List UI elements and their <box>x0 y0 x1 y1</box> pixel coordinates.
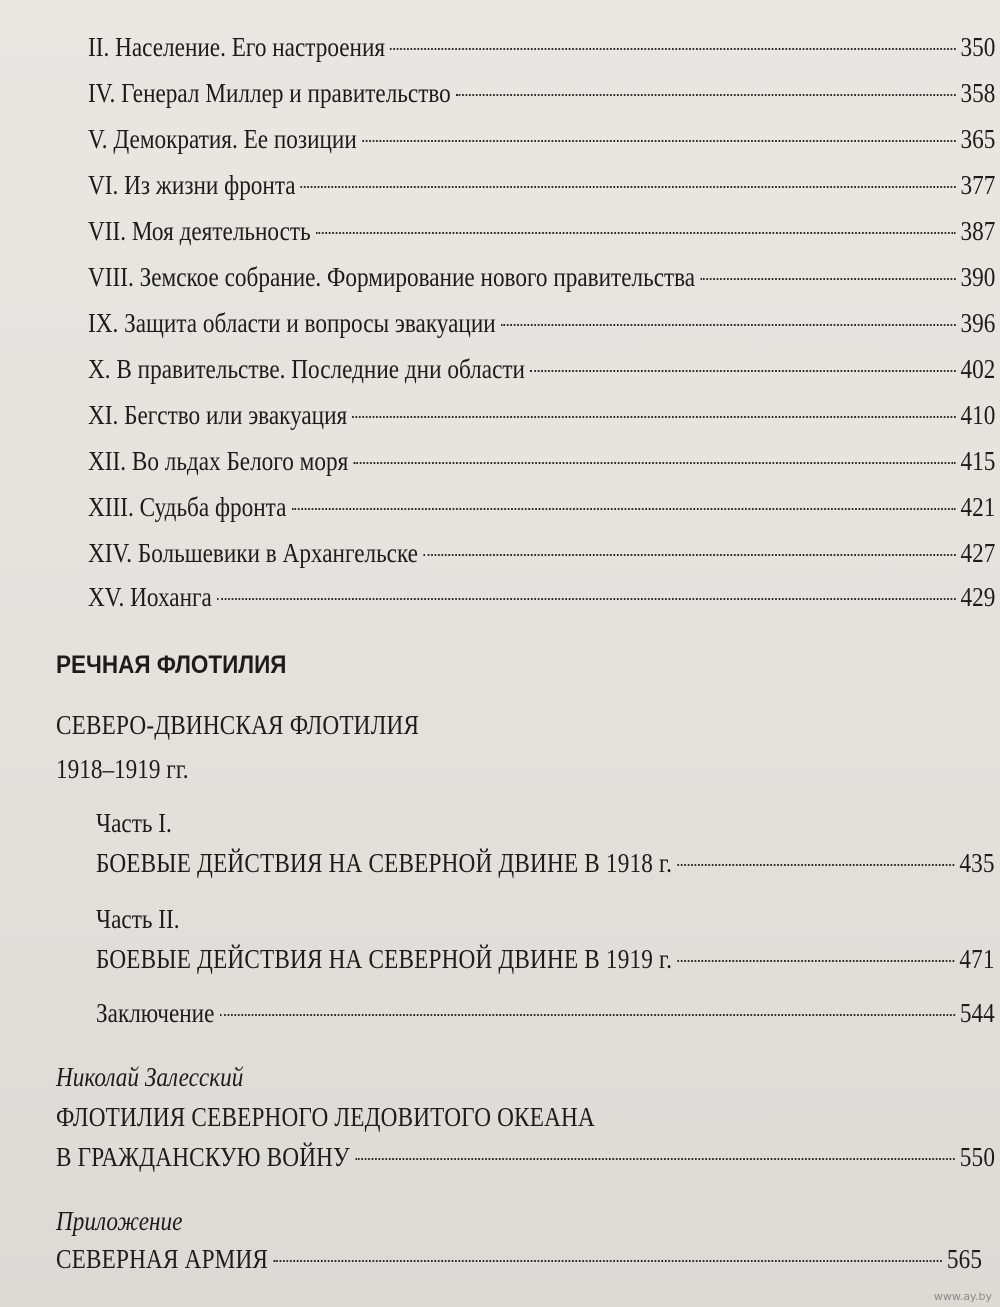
toc-entry <box>96 996 995 1030</box>
dot-leader <box>352 416 955 418</box>
toc-entry <box>88 30 995 64</box>
toc-entry-title: XIV. Большевики в Архангельске <box>88 538 418 568</box>
toc-entry-title: X. В правительстве. Последние дни области <box>88 354 525 384</box>
dot-leader <box>390 48 955 50</box>
watermark: www.ay.by <box>933 1290 992 1303</box>
toc-entry-title: V. Демократия. Ее позиции <box>88 124 357 154</box>
dot-leader <box>677 864 954 866</box>
toc-entry-title: Заключение <box>96 998 215 1028</box>
toc-entry <box>88 444 995 478</box>
dot-leader <box>700 278 955 280</box>
toc-entry-page: 350 <box>960 32 996 62</box>
dot-leader <box>292 508 956 510</box>
toc-entry-page: 565 <box>946 1244 983 1274</box>
toc-entry-page: 410 <box>960 400 996 430</box>
toc-entry <box>88 398 995 432</box>
toc-entry <box>56 1140 995 1174</box>
toc-entry-title: VI. Из жизни фронта <box>88 170 296 200</box>
author-name: Николай Залесский <box>56 1062 244 1092</box>
toc-entry-page: 427 <box>960 538 996 568</box>
toc-entry-title: IX. Защита области и вопросы эвакуации <box>88 308 496 338</box>
toc-entry <box>56 1242 982 1276</box>
toc-entry-title: В ГРАЖДАНСКУЮ ВОЙНУ <box>56 1142 350 1172</box>
toc-entry-title: XV. Иоханга <box>88 582 212 612</box>
dot-leader <box>301 186 956 188</box>
dot-leader <box>362 140 955 142</box>
toc-entry-page: 377 <box>960 170 996 200</box>
toc-entry <box>88 580 995 614</box>
dot-leader <box>273 1260 941 1262</box>
toc-entry <box>96 846 995 880</box>
dot-leader <box>217 598 955 600</box>
dot-leader <box>316 232 955 234</box>
toc-entry-title: VIII. Земское собрание. Формирование нового правительства <box>88 262 696 292</box>
toc-entry <box>88 122 995 156</box>
toc-entry-page: 544 <box>959 998 995 1028</box>
toc-entry-page: 365 <box>960 124 996 154</box>
dot-leader <box>530 370 955 372</box>
toc-entry <box>88 76 995 110</box>
toc-entry <box>88 260 995 294</box>
appendix-label: Приложение <box>56 1206 183 1236</box>
work-title-line1: ФЛОТИЛИЯ СЕВЕРНОГО ЛЕДОВИТОГО ОКЕАНА <box>56 1102 595 1132</box>
dot-leader <box>353 462 955 464</box>
toc-entry-page: 415 <box>960 446 996 476</box>
toc-entry-title: XI. Бегство или эвакуация <box>88 400 348 430</box>
dot-leader <box>456 94 955 96</box>
dot-leader <box>501 324 955 326</box>
toc-entry-title: IV. Генерал Миллер и правительство <box>88 78 451 108</box>
dot-leader <box>355 1158 955 1160</box>
toc-entry-page: 387 <box>960 216 996 246</box>
toc-entry-title: VII. Моя деятельность <box>88 216 311 246</box>
toc-entry-title: XIII. Судьба фронта <box>88 492 287 522</box>
section-heading: РЕЧНАЯ ФЛОТИЛИЯ <box>56 651 287 679</box>
toc-entry-title: XII. Во льдах Белого моря <box>88 446 349 476</box>
toc-entry-page: 435 <box>959 848 995 878</box>
toc-entry-page: 358 <box>960 78 996 108</box>
toc-entry <box>88 306 995 340</box>
toc-entry-page: 471 <box>959 944 995 974</box>
toc-entry-title: II. Население. Его настроения <box>88 32 386 62</box>
part-label: Часть I. <box>96 808 172 838</box>
toc-entry-title: БОЕВЫЕ ДЕЙСТВИЯ НА СЕВЕРНОЙ ДВИНЕ В 1919 г. <box>96 944 673 974</box>
toc-entry <box>88 352 995 386</box>
toc-entry-page: 402 <box>960 354 996 384</box>
toc-entry-page: 550 <box>959 1142 996 1172</box>
toc-entry <box>88 536 995 570</box>
toc-entry-page: 429 <box>960 582 996 612</box>
toc-entry-title: БОЕВЫЕ ДЕЙСТВИЯ НА СЕВЕРНОЙ ДВИНЕ В 1918 г. <box>96 848 673 878</box>
section-years: 1918–1919 гг. <box>56 754 189 784</box>
toc-entry <box>88 490 995 524</box>
dot-leader <box>423 554 955 556</box>
part-label: Часть II. <box>96 904 180 934</box>
toc-entry-page: 421 <box>960 492 996 522</box>
toc-entry-page: 390 <box>960 262 996 292</box>
section-subtitle: СЕВЕРО-ДВИНСКАЯ ФЛОТИЛИЯ <box>56 710 420 740</box>
toc-entry <box>96 942 995 976</box>
toc-entry <box>88 168 995 202</box>
dot-leader <box>220 1014 955 1016</box>
toc-entry <box>88 214 995 248</box>
dot-leader <box>677 960 954 962</box>
toc-entry-page: 396 <box>960 308 996 338</box>
toc-entry-title: СЕВЕРНАЯ АРМИЯ <box>56 1244 269 1274</box>
